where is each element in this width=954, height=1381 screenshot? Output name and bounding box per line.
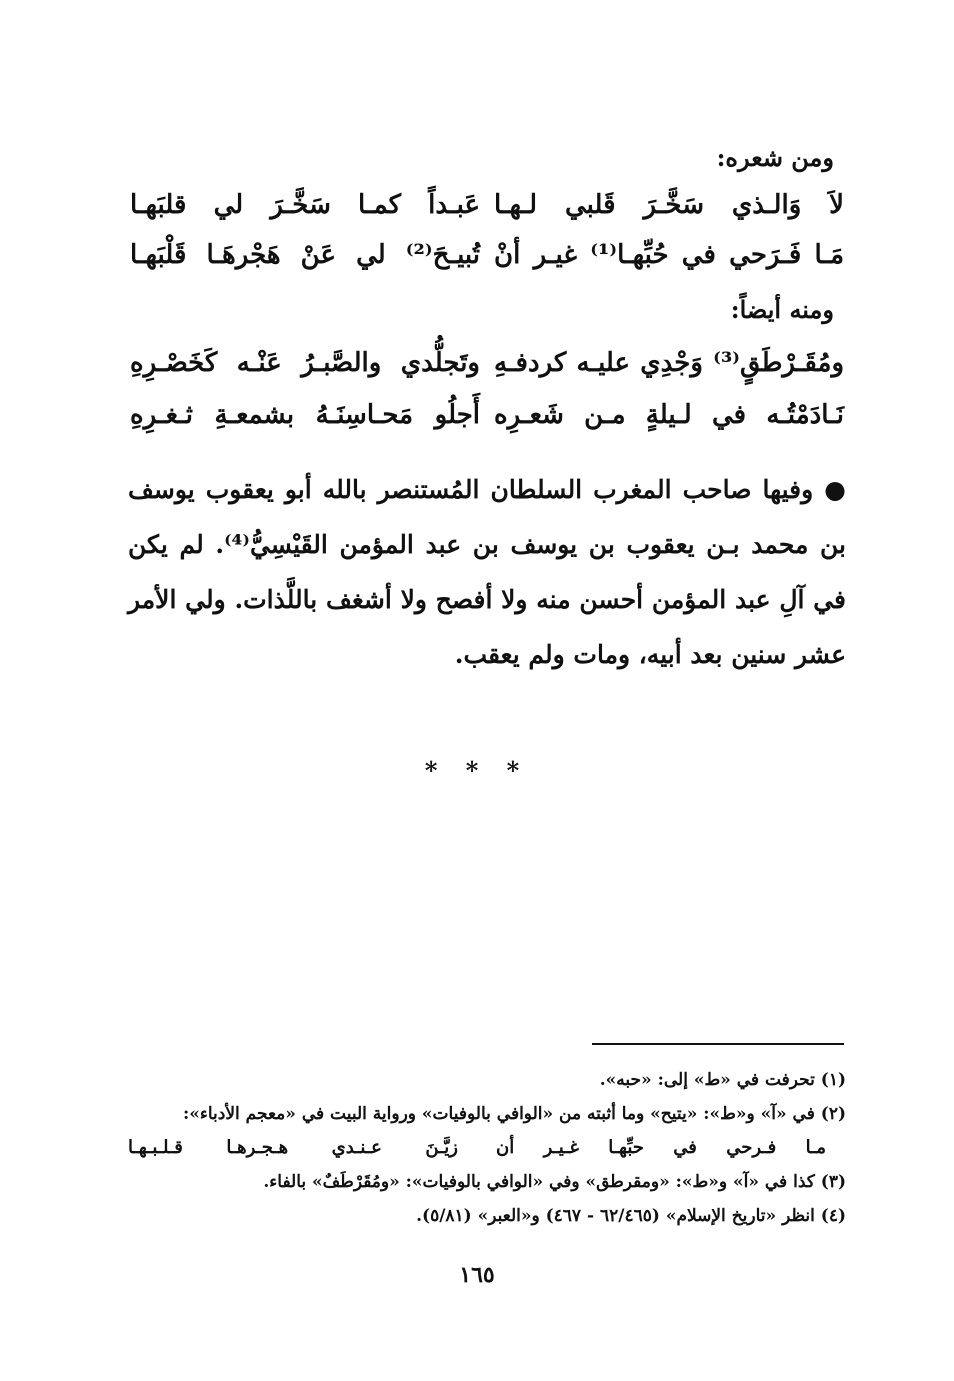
verse-first-hemistich: نَـادَمْتُـه في لـيلةٍ مـن شَعـرِه <box>494 400 844 430</box>
body-paragraph: ● وفيها صاحب المغرب السلطان المُستنصر بالله أبو يعقوب يوسف بن محمد بـن يعقوب بن يوسف بن عبد المؤمن القَيْسِيُّ⁽⁴⁾. لم يكن في آلِ عبد المؤمن أحسن منه ولا أفصح ولا أشغف باللَّذات. ولي الأمر عشر سنين بعد أبيه، ومات ولم يعقب. <box>128 475 846 669</box>
verse-line <box>130 240 844 284</box>
footnote-2: (٢) في «آ» و«ط»: «يتيح» وما أثبته من «الوافي بالوفيات» ورواية البيت في «معجم الأدباء»: <box>182 1104 846 1124</box>
section-separator: * * * <box>424 756 530 785</box>
verse-second-hemistich: أَجلُو مَحـاسِنَـهُ بشمعـةِ ثـغـرِهِ <box>130 400 480 430</box>
footnote-verse-first-hemistich: مـا فـرحي في حبِّهـا غـيـر أن <box>496 1137 826 1158</box>
page-number: ١٦٥ <box>459 1262 495 1288</box>
verse-second-hemistich: وتَجلُّدي والصَّبـرُ عَنْـه كَخَصْـرِهِ <box>130 348 480 378</box>
footnote-4: (٤) انظر «تاريخ الإسلام» (٦٢/٤٦٥ - ٤٦٧) و«العبر» (٥/٨١). <box>416 1206 846 1226</box>
verse-line <box>130 348 844 392</box>
poem-intro-label: ومنه أيضاً: <box>730 295 834 324</box>
footnote-3: (٣) كذا في «آ» و«ط»: «ومقرطق» وفي «الوافي بالوفيات»: «ومُقَرْطَفٌ» بالفاء. <box>263 1172 846 1192</box>
verse-first-hemistich: مَـا فَـرَحي في حُبِّهـا⁽¹⁾ غيـر أنْ <box>494 240 844 270</box>
verse-first-hemistich: ومُقَـرْطَقٍ⁽³⁾ وَجْدِي عليـه كردفـهِ <box>494 348 844 378</box>
verse-second-hemistich: عَبـداً كمـا سَخَّـرَ لي قلبَهـا <box>130 190 480 220</box>
verse-line <box>130 190 844 234</box>
poem-intro-label: ومن شعره: <box>716 143 834 172</box>
footnote-2-verse <box>128 1131 826 1165</box>
footnotes <box>128 1063 846 1233</box>
footnote-divider <box>592 1043 844 1045</box>
verse-first-hemistich: لاَ وَالـذي سَخَّـرَ قَلبي لـهـا <box>494 190 844 220</box>
footnote-1: (١) تحرفت في «ط» إلى: «حبه». <box>599 1070 846 1090</box>
footnote-verse-second-hemistich: زيَّـنَ عـنـدي هـجـرهـا قـلـبـهـا <box>128 1137 458 1158</box>
verse-second-hemistich: تُبيـحَ⁽²⁾ لي عَنْ هَجْرهَـا قَلْبَهـا <box>130 240 480 270</box>
verse-line <box>130 400 844 444</box>
